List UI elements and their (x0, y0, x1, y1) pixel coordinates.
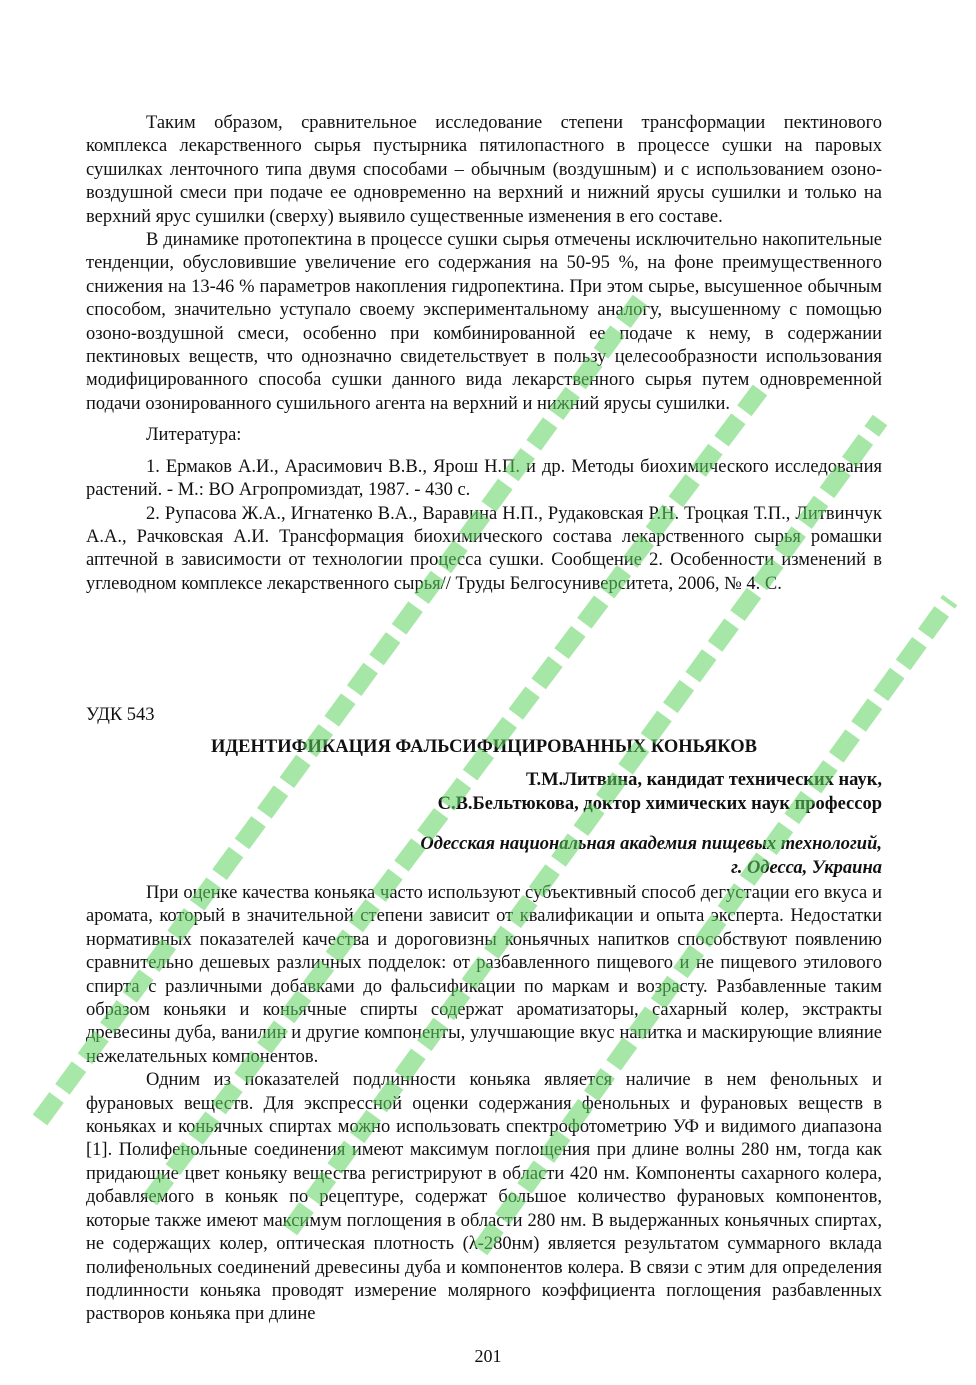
reference-item-1: 1. Ермаков А.И., Арасимович В.В., Ярош Н.П. и др. Методы биохимического исследования растений. - М.: ВО Агропромиздат, 1987. - 430 с. (86, 456, 882, 501)
article-paragraph-2: Одним из показателей подлинности коньяка является наличие в нем фенольных и фурановых веществ. Для экспрессной оценки содержания фенольных и фурановых веществ в коньяках и коньячных спиртах можно использовать спектрофотометрию УФ и видимого диапазона [1]. Полифенольные соединения имеют максимум поглощения при длине волны 280 нм, тогда как придающие цвет коньяку вещества регистрируют в области 420 нм. Компоненты сахарного колера, добавляемого в коньяк по рецептуре, содержат большое количество фурановых компонентов, которые также имеют максимум поглощения в области 280 нм. В выдержанных коньячных спиртах, не содержащих колер, оптическая плотность (λ-280нм) является результатом суммарного вклада полифенольных соединений древесины дуба и компонентов колера. В связи с этим для определения подлинности коньяка проводят измерение молярного коэффициента поглощения разбавленных растворов коньяка при длине (86, 1070, 882, 1325)
affiliation-block (86, 832, 882, 880)
article-paragraph-1: При оценке качества коньяка часто используют субъективный способ дегустации его вкуса и аромата, который в значительной степени зависит от квалификации и опыта эксперта. Недостатки нормативных показателей качества и дороговизны коньячных напитков способствуют появлению сравнительно дешевых различных подделок: от разбавленного пищевого и не пищевого этилового спирта с различными добавками до фальсификации по маркам и возрасту. Разбавленные таким образом коньяки и коньячные спирты содержат ароматизаторы, сахарный колер, экстракты древесины дуба, ванилин и другие компоненты, улучшающие вкус напитка и маскирующие влияние нежелательных компонентов. (86, 883, 882, 1067)
author-1: Т.М.Литвина, кандидат технических наук, (526, 770, 882, 790)
article-body (86, 882, 882, 1327)
literature-heading: Литература: (146, 425, 242, 446)
reference-item-2: 2. Рупасова Ж.А., Игнатенко В.А., Варавина Н.П., Рудаковская Р.Н. Троцкая Т.П., Литвинчук А.А., Рачковская А.И. Трансформация биохимического состава лекарственного сырья ромашки аптечной в зависимости от технологии процесса сушки. Сообщение 2. Особенности изменений в углеводном комплексе лекарственного сырья// Труды Белгосуниверситета, 2006, № 4. С. (86, 503, 882, 594)
udk-code: УДК 543 (86, 705, 155, 725)
reference-list (86, 456, 882, 596)
section1-paragraph-1: Таким образом, сравнительное исследование степени трансформации пектинового комплекса лекарственного сырья пустырника пятилопастного в процессе сушки на паровых сушилках ленточного типа двумя способами – обычным (воздушным) и с использованием озоно-воздушной смеси при подаче ее одновременно на верхний и нижний ярусы сушилки и только на верхний ярус сушилки (сверху) выявило существенные изменения в его составе. (86, 113, 882, 227)
section1-paragraph-2: В динамике протопектина в процессе сушки сырья отмечены исключительно накопительные тенденции, обусловившие увеличение его содержания на 50-95 %, на фоне преимущественного снижения на 13-46 % параметров накопления гидропектина. При этом сырье, высушенное обычным способом, значительно уступало своему экспериментальному аналогу, высушенному с помощью озоно-воздушной смеси, особенно при комбинированной ее подаче к нему, в содержании пектиновых веществ, что однозначно свидетельствует в пользу целесообразности использования модифицированного способа сушки данного вида лекарственного сырья путем одновременной подачи озонированного сушильного агента на верхний и нижний ярусы сушилки. (86, 230, 882, 414)
author-block (86, 768, 882, 816)
article-title: ИДЕНТИФИКАЦИЯ ФАЛЬСИФИЦИРОВАННЫХ КОНЬЯКОВ (211, 737, 757, 757)
affiliation-line-2: г. Одесса, Украина (731, 858, 882, 878)
affiliation-line-1: Одесская национальная академия пищевых технологий, (420, 834, 882, 854)
author-2: С.В.Бельтюкова, доктор химических наук профессор (437, 794, 882, 814)
page-content (86, 112, 882, 1325)
page-number: 201 (474, 1346, 502, 1366)
